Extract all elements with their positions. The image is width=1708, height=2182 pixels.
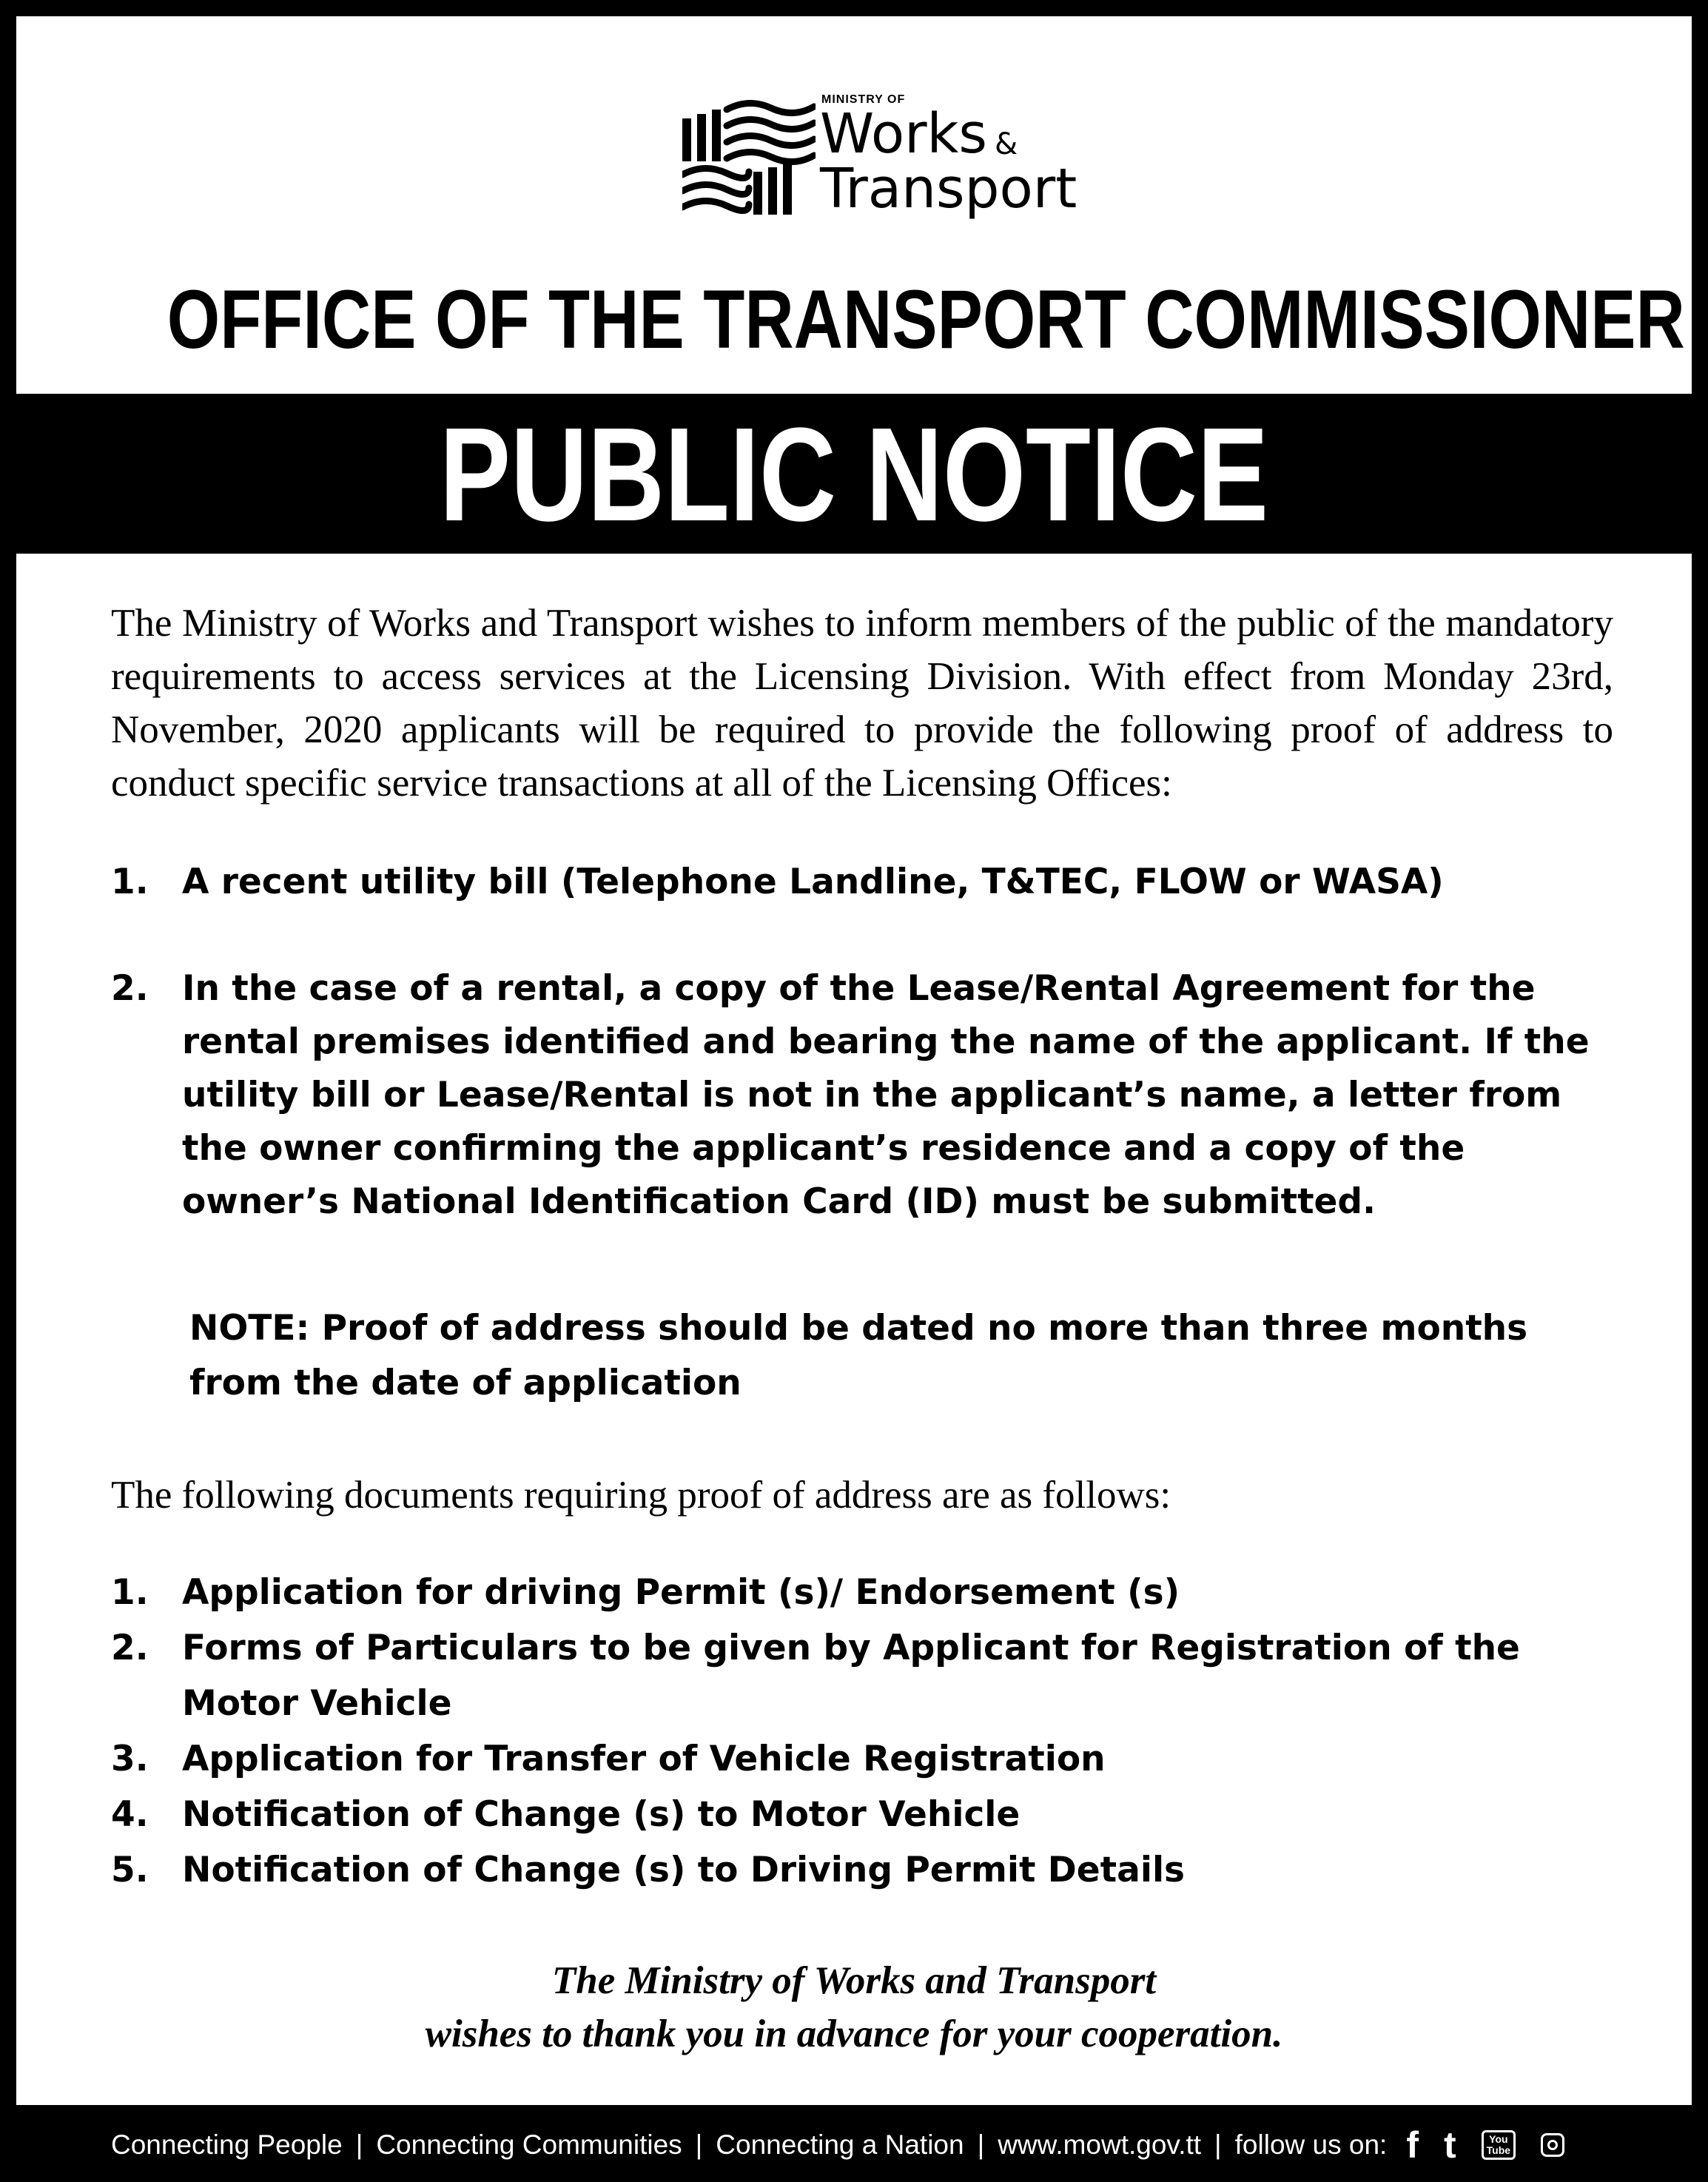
social-links [1406,2108,1564,2182]
item-number: 4. [111,1794,149,1835]
list-item [111,1620,1621,1731]
footer-tagline-nation: Connecting a Nation [716,2129,964,2160]
footer-separator: | [695,2129,703,2160]
footer-separator: | [1214,2129,1222,2160]
footer-separator: | [977,2129,985,2160]
item-number: 5. [111,1850,149,1890]
thanks-line-1: The Ministry of Works and Transport [551,1959,1157,2002]
youtube-icon-top: You [1489,2133,1508,2145]
requirements-list [111,856,1621,1229]
note-text: NOTE: Proof of address should be dated no more than three months from the date of application [189,1308,1528,1403]
thank-you-message [16,1954,1692,2061]
instagram-icon[interactable] [1541,2133,1564,2157]
item-text: Notification of Change (s) to Motor Vehicle [182,1794,1021,1835]
waves-icon [682,98,816,216]
youtube-icon[interactable] [1482,2130,1516,2160]
banner-title: PUBLIC NOTICE [439,400,1268,549]
youtube-icon-bottom: Tube [1486,2144,1511,2156]
logo-ampersand: & [995,127,1018,161]
public-notice-banner [16,394,1692,554]
ministry-logo [682,90,1097,238]
item-text: A recent utility bill (Telephone Landline, T&TEC, FLOW or WASA) [182,862,1444,902]
logo-transport: Transport [820,157,1077,221]
list-item [111,962,1621,1229]
thanks-line-2: wishes to thank you in advance for your cooperation. [425,2013,1283,2055]
footer-tagline-communities: Connecting Communities [376,2129,682,2160]
logo-ministry-of: MINISTRY OF [821,93,906,106]
twitter-icon[interactable]: t [1443,2124,1456,2166]
item-number: 1. [111,1572,149,1613]
logo-works: Works [820,102,987,166]
documents-list [111,1565,1621,1898]
intro-paragraph: The Ministry of Works and Transport wishes to inform members of the public of the mandatory requirements to access services at the Licensing Division. With effect from Monday 23rd, November, 2020 applicants will be required to provide the following proof of address to conduct specific service transactions at all of the Licensing Offices: [111,602,1613,805]
item-text: Application for Transfer of Vehicle Registration [182,1739,1106,1779]
following-documents-intro: The following documents requiring proof of address are as follows: [111,1474,1171,1517]
office-title: OFFICE OF THE TRANSPORT COMMISSIONER [167,273,1685,366]
list-item [111,856,1621,909]
item-text: In the case of a rental, a copy of the Lease/Rental Agreement for the rental premises identified and bearing the name of the applicant. If the utility bill or Lease/Rental is not in the applicant’s name, a letter from the owner confirming the applicant’s residence and a copy of the owner’s National Identification Card (ID) must be submitted. [182,968,1590,1222]
item-number: 3. [111,1739,149,1779]
item-number: 2. [111,968,149,1009]
item-text: Notification of Change (s) to Driving Permit Details [182,1850,1186,1890]
item-number: 1. [111,862,149,902]
list-item [111,1787,1621,1842]
item-text: Application for driving Permit (s)/ Endorsement (s) [182,1572,1180,1613]
list-item [111,1731,1621,1787]
list-item [111,1842,1621,1898]
list-item [111,1565,1621,1620]
footer-separator: | [355,2129,363,2160]
facebook-icon[interactable]: f [1406,2124,1419,2166]
item-text: Forms of Particulars to be given by Applicant for Registration of the Motor Vehicle [182,1628,1520,1724]
website-link[interactable]: www.mowt.gov.tt [998,2129,1202,2160]
footer-tagline-people: Connecting People [111,2129,343,2160]
notice-page [16,16,1692,2105]
item-number: 2. [111,1628,149,1668]
follow-us-label: follow us on: [1234,2129,1388,2160]
footer-bar [0,2108,1708,2182]
